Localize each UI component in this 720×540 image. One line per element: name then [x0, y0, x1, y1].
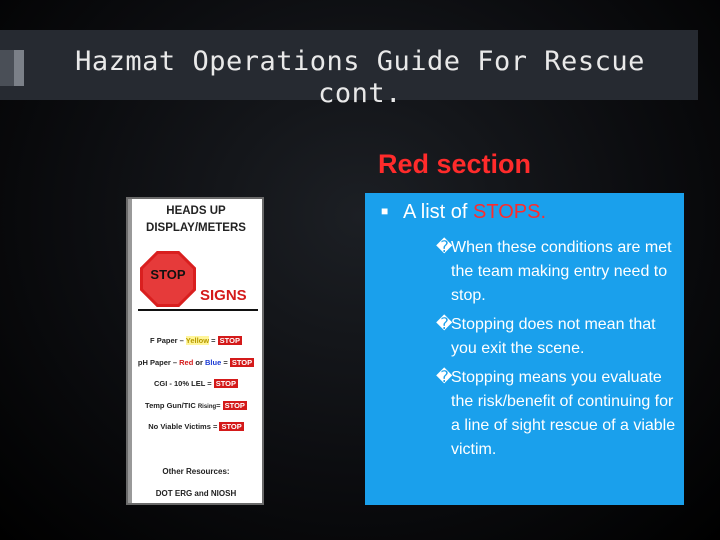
- sign-heading: [134, 203, 258, 237]
- other-resources-label: Other Resources:: [162, 467, 230, 476]
- sign-heading-line2: DISPLAY/METERS: [146, 222, 246, 234]
- condition-no-victims: No Viable Victims = STOP: [148, 422, 242, 431]
- divider: [138, 309, 258, 311]
- list-item: [436, 366, 682, 462]
- slide-title-line2: cont.: [318, 78, 402, 109]
- section-heading: Red section: [378, 149, 532, 179]
- condition-cgi: CGI - 10% LEL = STOP: [154, 379, 236, 388]
- sub-bullet-list: [436, 236, 682, 467]
- list-item: [436, 236, 682, 308]
- main-bullet: [381, 201, 546, 224]
- list-item: [436, 313, 682, 361]
- title-decoration: [14, 50, 24, 86]
- list-item-text: Stopping means you evaluate the risk/benefit of continuing for a line of sight rescue of a viable victim.: [451, 369, 676, 458]
- stop-sign-text: STOP: [150, 267, 186, 282]
- bullet-glyph-icon: �: [436, 316, 453, 333]
- bullet-glyph-icon: �: [436, 369, 453, 386]
- condition-ph-paper: pH Paper – Red or Blue = STOP: [137, 358, 253, 367]
- condition-temp-gun: Temp Gun/TIC Rising= STOP: [145, 401, 245, 410]
- sign-heading-line1: HEADS UP: [166, 205, 226, 217]
- other-resources-value: DOT ERG and NIOSH: [155, 489, 237, 498]
- square-bullet-icon: ■: [381, 204, 389, 218]
- condition-f-paper: F Paper – Yellow = STOP: [150, 336, 240, 345]
- main-bullet-highlight: STOPS.: [473, 201, 547, 223]
- sign-border: [128, 199, 132, 503]
- list-item-text: Stopping does not mean that you exit the scene.: [451, 316, 656, 357]
- list-item-text: When these conditions are met the team making entry need to stop.: [451, 239, 672, 304]
- slide-title-line1: Hazmat Operations Guide For Rescue: [75, 46, 645, 77]
- slide-title: [40, 46, 680, 110]
- bullet-glyph-icon: �: [436, 239, 453, 256]
- signs-label: SIGNS: [200, 287, 247, 304]
- main-bullet-text: A list of: [403, 201, 474, 223]
- stop-signs-image: [126, 197, 264, 505]
